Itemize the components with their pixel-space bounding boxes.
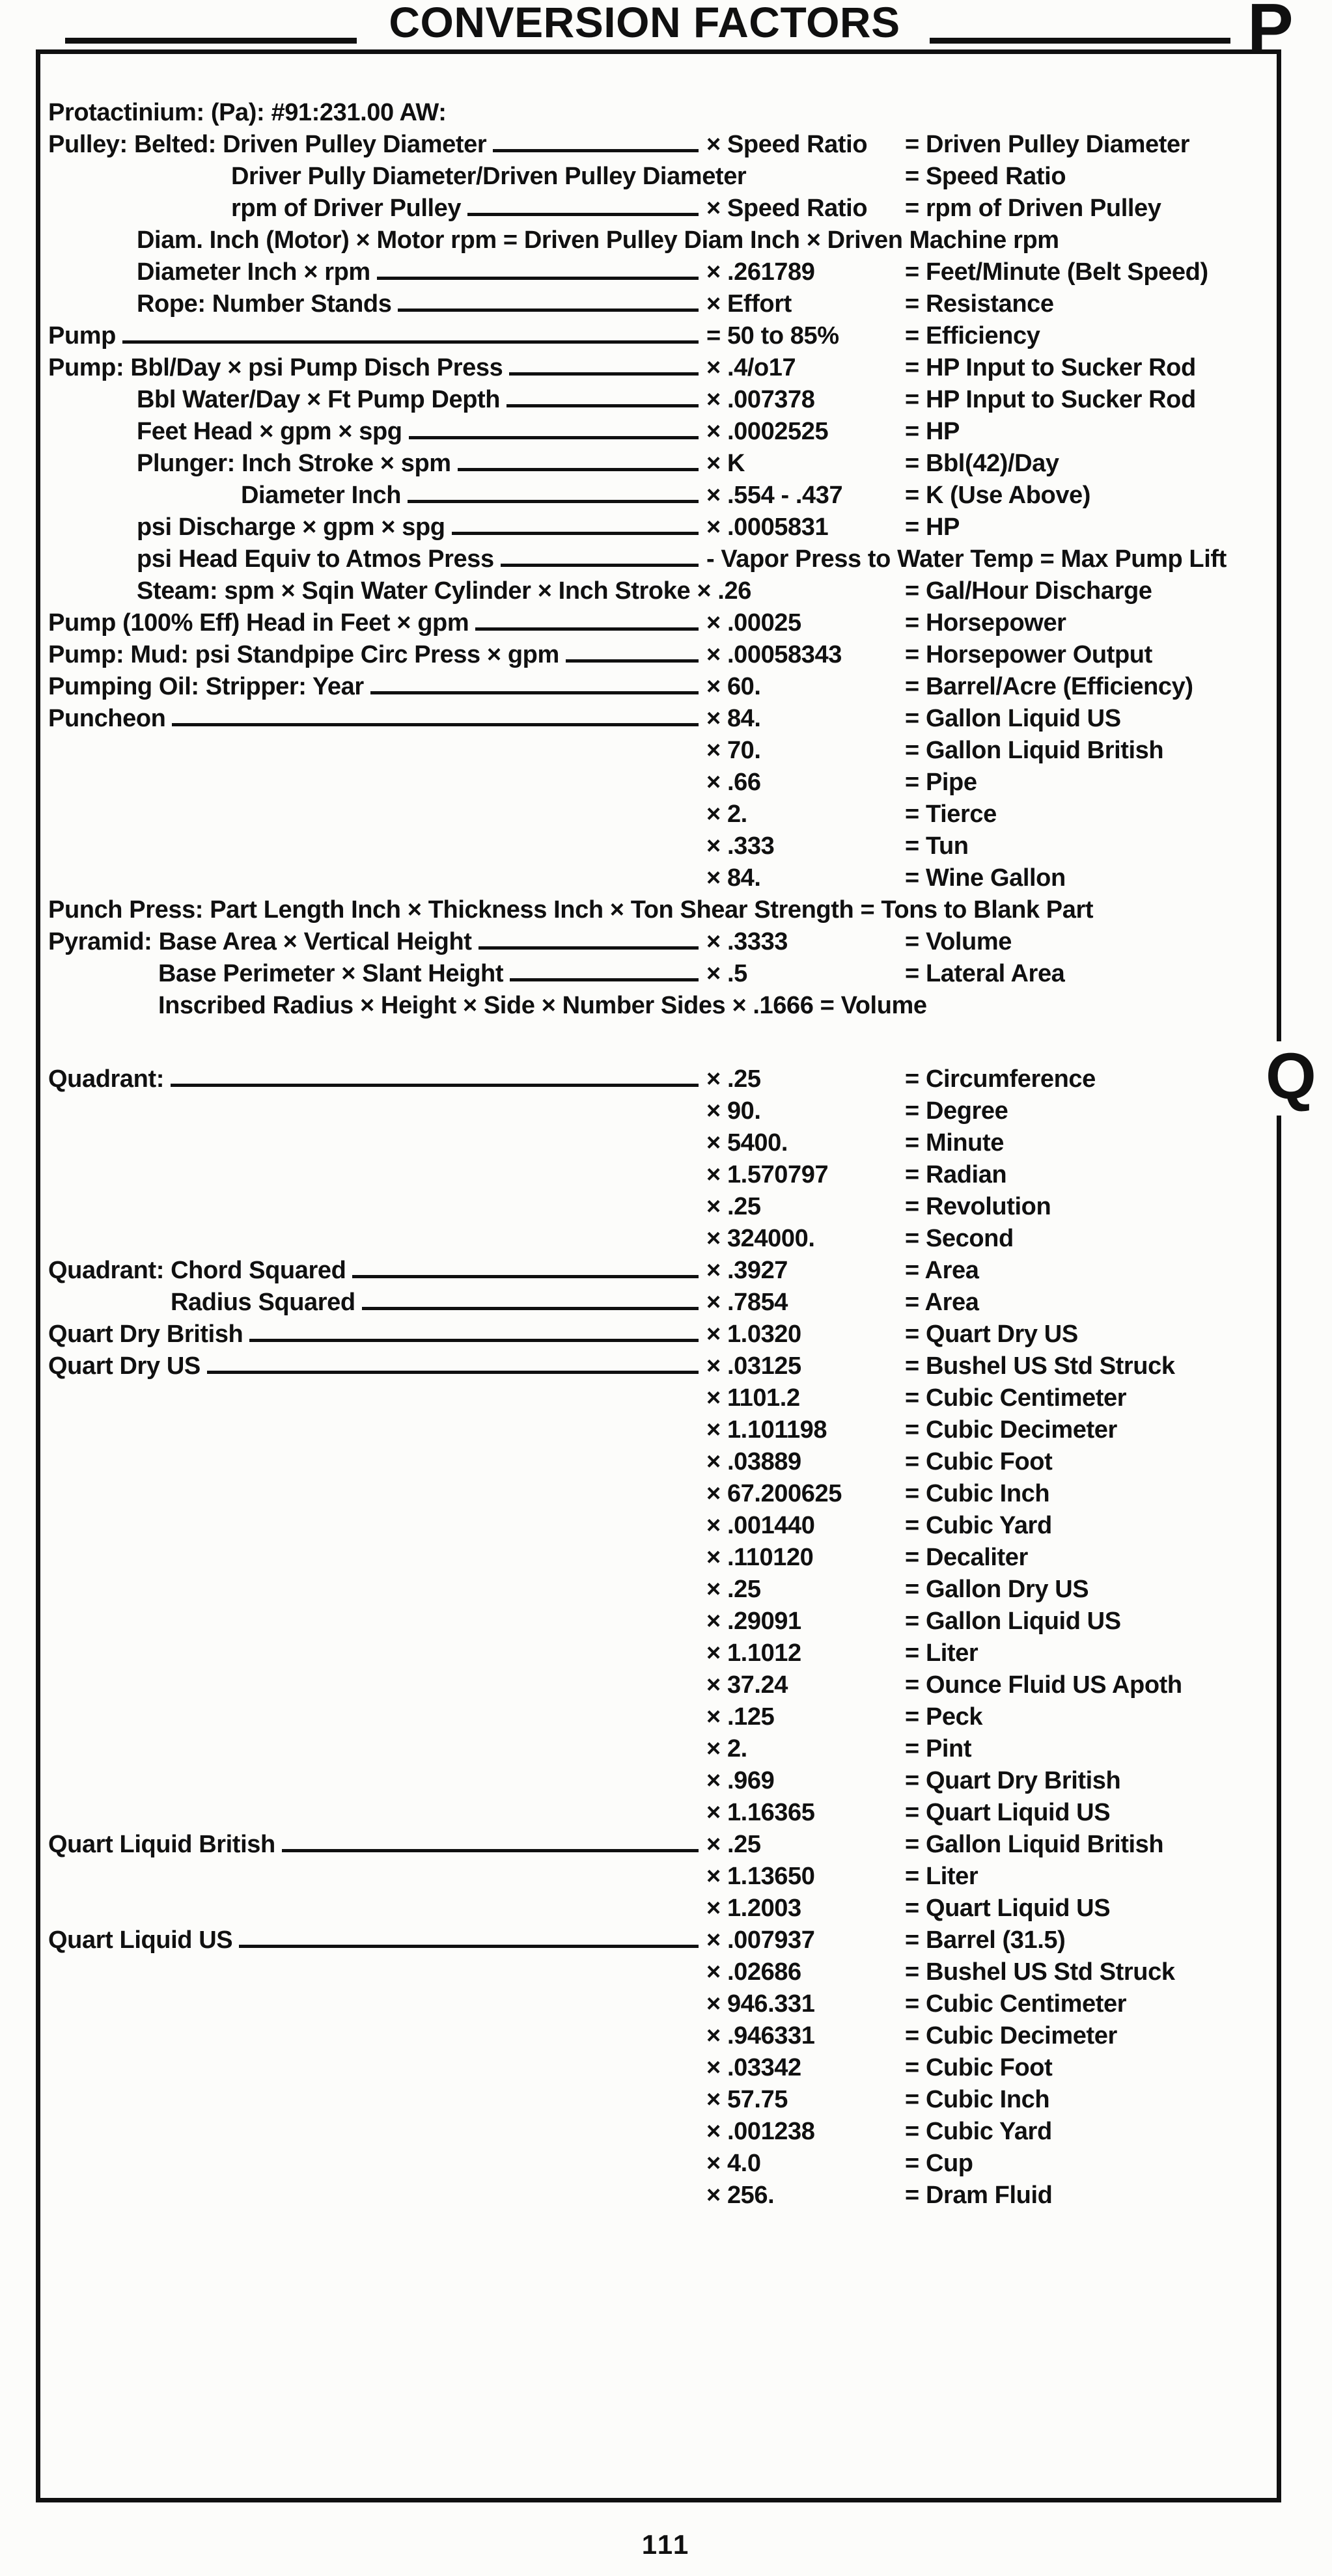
row-label-group	[48, 928, 706, 957]
row-factor: × .25	[706, 1576, 761, 1603]
row-label-group	[48, 641, 706, 670]
row-result: = Degree	[905, 1097, 1008, 1125]
page-title: CONVERSION FACTORS	[389, 0, 900, 46]
row-label-group	[137, 290, 706, 320]
row-factor: × .125	[706, 1703, 775, 1731]
row-result: = Bushel US Std Struck	[905, 1958, 1175, 1986]
row-factor: × .29091	[706, 1608, 801, 1635]
title-rule-right	[930, 38, 1230, 44]
row-factor: × .0002525	[706, 418, 829, 445]
row-label-group	[48, 1065, 706, 1095]
row-factor: × 2.	[706, 801, 747, 828]
row-factor: - Vapor Press to Water Temp = Max Pump Lift	[706, 545, 1227, 573]
conversion-row	[48, 830, 1281, 862]
conversion-row	[48, 511, 1281, 543]
fill-underline	[370, 691, 699, 694]
row-factor: × .110120	[706, 1544, 814, 1571]
row-result: = Barrel (31.5)	[905, 1926, 1066, 1954]
row-result: = HP Input to Sucker Rod	[905, 386, 1196, 413]
conversion-row	[48, 1924, 1281, 1956]
row-label: Steam: spm × Sqin Water Cylinder × Inch Stroke × .26	[137, 577, 751, 605]
row-label-group	[231, 195, 706, 224]
row-result: = Gallon Dry US	[905, 1576, 1089, 1603]
row-result: = Tierce	[905, 801, 997, 828]
row-label: Quart Liquid US	[48, 1926, 233, 1954]
row-result: = Liter	[905, 1639, 978, 1667]
row-label: Diam. Inch (Motor) × Motor rpm = Driven Pulley Diam Inch × Driven Machine rpm	[137, 226, 1059, 254]
row-factor: × 37.24	[706, 1671, 788, 1699]
row-label-group	[137, 514, 706, 543]
conversion-row	[48, 766, 1281, 798]
row-label: Inscribed Radius × Height × Side × Number Sides × .1666 = Volume	[158, 992, 927, 1019]
conversion-row	[48, 2020, 1281, 2051]
fill-underline	[566, 659, 699, 663]
row-factor: × 1.13650	[706, 1863, 815, 1890]
row-factor: × Speed Ratio	[706, 131, 868, 158]
fill-underline	[362, 1307, 699, 1310]
row-result: = Tun	[905, 832, 969, 860]
conversion-row	[48, 1892, 1281, 1924]
conversion-row	[48, 798, 1281, 830]
conversion-row	[48, 1860, 1281, 1892]
row-result: = Liter	[905, 1863, 978, 1890]
conversion-row	[48, 1764, 1281, 1796]
row-label-group	[48, 896, 1093, 925]
row-factor: × 1.0320	[706, 1321, 801, 1348]
row-result: = Lateral Area	[905, 960, 1065, 987]
row-factor: × .3333	[706, 928, 788, 955]
conversion-row	[48, 1573, 1281, 1605]
row-label-group	[48, 1321, 706, 1350]
row-label-group	[158, 960, 706, 989]
row-result: = HP	[905, 418, 960, 445]
row-result: = Horsepower	[905, 609, 1066, 637]
row-result: = HP	[905, 514, 960, 541]
row-result: = Cubic Inch	[905, 1480, 1050, 1507]
fill-underline	[398, 308, 699, 312]
row-result: = HP Input to Sucker Rod	[905, 354, 1196, 381]
row-result: = Bbl(42)/Day	[905, 450, 1059, 477]
conversion-row	[48, 670, 1281, 702]
row-label-group	[48, 1257, 706, 1286]
conversion-row	[48, 1988, 1281, 2020]
row-label: Quadrant: Chord Squared	[48, 1257, 346, 1284]
conversion-row	[48, 925, 1281, 957]
conversion-row	[48, 288, 1281, 320]
row-factor: × 324000.	[706, 1225, 815, 1252]
conversion-row	[48, 989, 1281, 1021]
conversion-row	[48, 2115, 1281, 2147]
row-result: = Resistance	[905, 290, 1054, 318]
row-factor: × .00058343	[706, 641, 842, 668]
conversion-row	[48, 543, 1281, 575]
conversion-row	[48, 2051, 1281, 2083]
row-result: = Decaliter	[905, 1544, 1028, 1571]
conversion-row	[48, 1222, 1281, 1254]
conversion-row	[48, 1637, 1281, 1669]
row-label-group	[48, 322, 706, 351]
row-label: rpm of Driver Pulley	[231, 195, 462, 222]
conversion-row	[48, 479, 1281, 511]
row-result: = Cubic Decimeter	[905, 2022, 1117, 2049]
row-factor: × 84.	[706, 705, 761, 732]
row-label: Pump	[48, 322, 116, 349]
row-factor: × .02686	[706, 1958, 801, 1986]
conversion-row	[48, 256, 1281, 288]
fill-underline	[493, 149, 699, 152]
row-label-group	[48, 131, 706, 160]
conversion-row	[48, 1605, 1281, 1637]
row-result: = Cubic Foot	[905, 2054, 1053, 2081]
row-label: Protactinium: (Pa): #91:231.00 AW:	[48, 99, 447, 126]
conversion-row	[48, 1190, 1281, 1222]
row-factor: × .7854	[706, 1289, 788, 1316]
conversion-row	[48, 1127, 1281, 1158]
row-result: = Cup	[905, 2150, 973, 2177]
row-label: Pump: Bbl/Day × psi Pump Disch Press	[48, 354, 503, 381]
conversion-row	[48, 1286, 1281, 1318]
row-result: = rpm of Driven Pulley	[905, 195, 1161, 222]
row-result: = Gal/Hour Discharge	[905, 577, 1152, 605]
row-result: = Quart Dry British	[905, 1767, 1121, 1794]
row-factor: × 70.	[706, 737, 761, 764]
row-result: = Horsepower Output	[905, 641, 1152, 668]
conversion-row	[48, 1350, 1281, 1382]
conversion-row	[48, 447, 1281, 479]
title-rule-left	[65, 38, 357, 44]
row-factor: × .0005831	[706, 514, 829, 541]
fill-underline	[479, 946, 699, 950]
row-factor: × 1.16365	[706, 1799, 815, 1826]
row-label: psi Discharge × gpm × spg	[137, 514, 445, 541]
row-label-group	[48, 1352, 706, 1382]
row-factor: = 50 to 85%	[706, 322, 839, 349]
section-letter-q: Q	[1260, 1041, 1320, 1116]
row-result: = Barrel/Acre (Efficiency)	[905, 673, 1193, 700]
conversion-row	[48, 1701, 1281, 1733]
row-result: = Quart Liquid US	[905, 1799, 1111, 1826]
conversion-row	[48, 1733, 1281, 1764]
row-label: Pumping Oil: Stripper: Year	[48, 673, 364, 700]
section-gap	[48, 1021, 1281, 1063]
row-result: = Gallon Liquid US	[905, 1608, 1121, 1635]
row-factor: × .969	[706, 1767, 775, 1794]
row-result: = Peck	[905, 1703, 983, 1731]
conversion-row	[48, 1318, 1281, 1350]
row-factor: × .007937	[706, 1926, 815, 1954]
conversion-row	[48, 160, 1281, 192]
fill-underline	[122, 340, 699, 344]
row-result: = Revolution	[905, 1193, 1051, 1220]
conversion-row	[48, 1254, 1281, 1286]
conversion-row	[48, 575, 1281, 607]
row-label: Quart Dry British	[48, 1321, 243, 1348]
fill-underline	[171, 1084, 699, 1087]
conversion-row	[48, 192, 1281, 224]
conversion-row	[48, 415, 1281, 447]
conversion-row	[48, 1669, 1281, 1701]
row-label: Driver Pully Diameter/Driven Pulley Diameter	[231, 163, 747, 190]
conversion-row	[48, 957, 1281, 989]
row-factor: × 5400.	[706, 1129, 788, 1157]
fill-underline	[408, 500, 699, 503]
conversion-row	[48, 1158, 1281, 1190]
conversion-row	[48, 320, 1281, 351]
row-label: Base Perimeter × Slant Height	[158, 960, 504, 987]
row-label: Quadrant:	[48, 1065, 164, 1093]
row-factor: × 2.	[706, 1735, 747, 1762]
row-label: Quart Dry US	[48, 1352, 201, 1380]
row-label-group	[48, 1831, 706, 1860]
conversion-row	[48, 862, 1281, 894]
conversion-row	[48, 1828, 1281, 1860]
row-factor: × 1101.2	[706, 1384, 800, 1412]
row-result: = Gallon Liquid British	[905, 737, 1164, 764]
conversion-row	[48, 351, 1281, 383]
row-result: = Bushel US Std Struck	[905, 1352, 1175, 1380]
row-factor: × .261789	[706, 258, 815, 286]
row-result: = Driven Pulley Diameter	[905, 131, 1190, 158]
row-label-group	[158, 992, 927, 1021]
row-label: Rope: Number Stands	[137, 290, 392, 318]
row-label: Pulley: Belted: Driven Pulley Diameter	[48, 131, 487, 158]
row-label-group	[137, 258, 706, 288]
conversion-row	[48, 1382, 1281, 1414]
row-result: = Volume	[905, 928, 1012, 955]
row-factor: × 1.570797	[706, 1161, 829, 1188]
conversion-row	[48, 1477, 1281, 1509]
row-factor: × .00025	[706, 609, 801, 637]
row-label-group	[137, 418, 706, 447]
row-factor: × 67.200625	[706, 1480, 842, 1507]
conversion-row	[48, 1796, 1281, 1828]
conversion-row	[48, 128, 1281, 160]
conversion-row	[48, 2083, 1281, 2115]
fill-underline	[510, 978, 699, 981]
row-label-group	[231, 163, 746, 192]
row-label: Pump (100% Eff) Head in Feet × gpm	[48, 609, 469, 637]
fill-underline	[352, 1275, 699, 1278]
fill-underline	[249, 1339, 699, 1342]
row-result: = Quart Liquid US	[905, 1895, 1111, 1922]
row-label: Bbl Water/Day × Ft Pump Depth	[137, 386, 501, 413]
row-label: Plunger: Inch Stroke × spm	[137, 450, 451, 477]
row-result: = Circumference	[905, 1065, 1096, 1093]
fill-underline	[501, 564, 699, 567]
row-factor: × .333	[706, 832, 775, 860]
row-result: = Pint	[905, 1735, 972, 1762]
conversion-row	[48, 638, 1281, 670]
row-factor: × 60.	[706, 673, 761, 700]
row-factor: × .03125	[706, 1352, 801, 1380]
row-result: = Quart Dry US	[905, 1321, 1078, 1348]
row-result: = K (Use Above)	[905, 482, 1091, 509]
page-number: 111	[641, 2529, 691, 2560]
row-result: = Gallon Liquid British	[905, 1831, 1164, 1858]
row-label: Pump: Mud: psi Standpipe Circ Press × gpm	[48, 641, 559, 668]
row-label-group	[48, 609, 706, 638]
conversion-row	[48, 607, 1281, 638]
row-factor: × .25	[706, 1065, 761, 1093]
row-result: = Area	[905, 1257, 979, 1284]
row-factor: × 90.	[706, 1097, 761, 1125]
row-label: Feet Head × gpm × spg	[137, 418, 402, 445]
row-label-group	[241, 482, 706, 511]
row-label: Radius Squared	[171, 1289, 355, 1316]
fill-underline	[458, 468, 699, 471]
row-result: = Radian	[905, 1161, 1007, 1188]
row-result: = Cubic Yard	[905, 2118, 1052, 2145]
row-result: = Minute	[905, 1129, 1004, 1157]
row-label-group	[48, 99, 446, 128]
row-label: psi Head Equiv to Atmos Press	[137, 545, 494, 573]
fill-underline	[409, 436, 699, 439]
conversion-row	[48, 1509, 1281, 1541]
row-factor: × .03342	[706, 2054, 801, 2081]
row-label: Puncheon	[48, 705, 166, 732]
conversion-row	[48, 1414, 1281, 1446]
fill-underline	[377, 277, 699, 280]
section-letter-p: P	[1247, 0, 1294, 66]
conversion-row	[48, 96, 1281, 128]
row-result: = Cubic Centimeter	[905, 1384, 1127, 1412]
row-factor: × 4.0	[706, 2150, 761, 2177]
row-result: = Ounce Fluid US Apoth	[905, 1671, 1182, 1699]
row-label: Diameter Inch	[241, 482, 402, 509]
row-result: = Speed Ratio	[905, 163, 1066, 190]
row-label-group	[137, 545, 706, 575]
row-result: = Efficiency	[905, 322, 1040, 349]
row-factor: × 256.	[706, 2182, 775, 2209]
row-result: = Gallon Liquid US	[905, 705, 1121, 732]
conversion-row	[48, 2179, 1281, 2211]
row-label-group	[137, 450, 706, 479]
row-factor: × .554 - .437	[706, 482, 843, 509]
conversion-row	[48, 1095, 1281, 1127]
row-label-group	[48, 673, 706, 702]
conversion-row	[48, 894, 1281, 925]
fill-underline	[452, 532, 699, 535]
row-label-group	[48, 354, 706, 383]
row-factor: × 1.101198	[706, 1416, 827, 1444]
row-result: = Cubic Decimeter	[905, 1416, 1117, 1444]
row-label-group	[171, 1289, 706, 1318]
row-result: = Cubic Yard	[905, 1512, 1052, 1539]
fill-underline	[509, 372, 699, 376]
row-factor: × .66	[706, 769, 761, 796]
row-result: = Pipe	[905, 769, 977, 796]
row-factor: × K	[706, 450, 745, 477]
row-label-group	[137, 386, 706, 415]
row-result: = Cubic Foot	[905, 1448, 1053, 1475]
row-factor: × .25	[706, 1193, 761, 1220]
row-factor: × .5	[706, 960, 747, 987]
row-factor: × .25	[706, 1831, 761, 1858]
row-label: Pyramid: Base Area × Vertical Height	[48, 928, 472, 955]
fill-underline	[207, 1371, 699, 1374]
fill-underline	[475, 627, 699, 631]
row-label-group	[48, 705, 706, 734]
row-result: = Dram Fluid	[905, 2182, 1053, 2209]
row-factor: × 57.75	[706, 2086, 788, 2113]
row-factor: × 1.1012	[706, 1639, 801, 1667]
rows-container	[48, 96, 1281, 2211]
row-label-group	[137, 226, 1059, 256]
row-label-group	[48, 1926, 706, 1956]
row-factor: × .946331	[706, 2022, 815, 2049]
row-label-group	[137, 577, 751, 607]
row-factor: × 84.	[706, 864, 761, 892]
row-result: = Cubic Inch	[905, 2086, 1050, 2113]
conversion-row	[48, 1063, 1281, 1095]
conversion-row	[48, 1446, 1281, 1477]
conversion-row	[48, 224, 1281, 256]
fill-underline	[239, 1945, 699, 1948]
row-factor: × .007378	[706, 386, 815, 413]
row-result: = Area	[905, 1289, 979, 1316]
conversion-row	[48, 702, 1281, 734]
row-factor: × 946.331	[706, 1990, 815, 2018]
row-factor: × .3927	[706, 1257, 788, 1284]
fill-underline	[467, 213, 699, 216]
row-result: = Feet/Minute (Belt Speed)	[905, 258, 1208, 286]
row-factor: × .001238	[706, 2118, 815, 2145]
row-label: Quart Liquid British	[48, 1831, 275, 1858]
conversion-row	[48, 2147, 1281, 2179]
fill-underline	[172, 723, 699, 726]
conversion-row	[48, 734, 1281, 766]
conversion-row	[48, 1541, 1281, 1573]
row-result: = Wine Gallon	[905, 864, 1066, 892]
row-factor: × Effort	[706, 290, 792, 318]
fill-underline	[506, 404, 699, 407]
row-result: = Cubic Centimeter	[905, 1990, 1127, 2018]
row-factor: × .03889	[706, 1448, 801, 1475]
row-result: = Second	[905, 1225, 1014, 1252]
row-label: Diameter Inch × rpm	[137, 258, 370, 286]
fill-underline	[282, 1849, 699, 1852]
row-factor: × Speed Ratio	[706, 195, 868, 222]
row-factor: × 1.2003	[706, 1895, 801, 1922]
conversion-row	[48, 383, 1281, 415]
row-factor: × .001440	[706, 1512, 815, 1539]
conversion-row	[48, 1956, 1281, 1988]
row-label: Punch Press: Part Length Inch × Thickness Inch × Ton Shear Strength = Tons to Blank Part	[48, 896, 1094, 924]
row-factor: × .4/o17	[706, 354, 796, 381]
